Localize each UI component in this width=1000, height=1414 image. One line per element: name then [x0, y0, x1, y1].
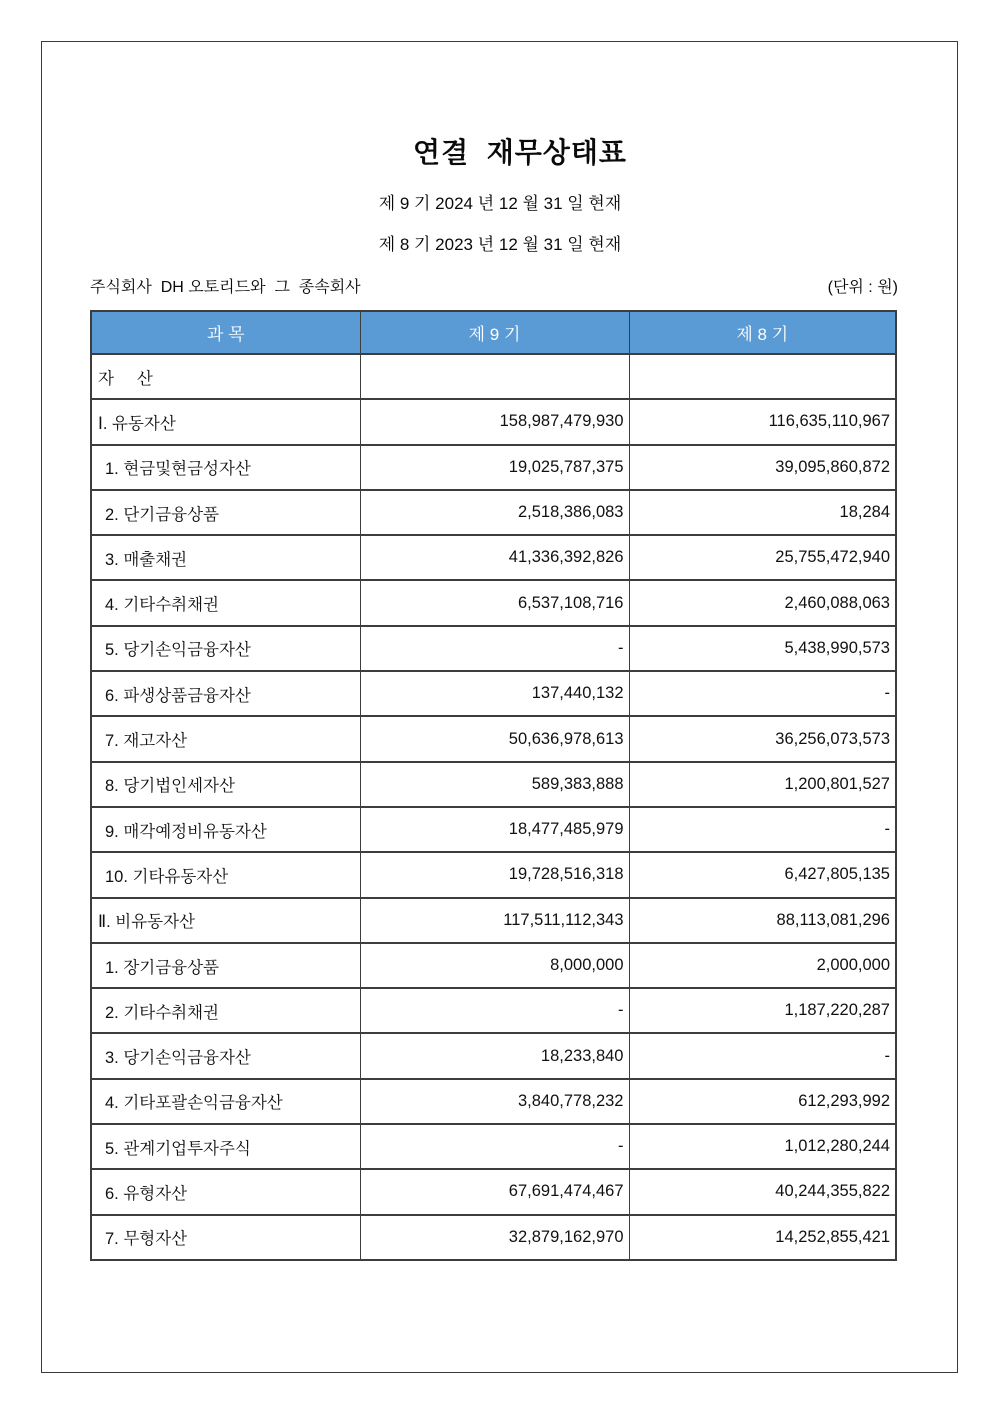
table-row	[91, 943, 896, 988]
period8-value: 39,095,860,872	[629, 445, 896, 490]
period8-value: 1,012,280,244	[629, 1124, 896, 1169]
account-label: 4. 기타수취채권	[91, 580, 360, 625]
column-header-period8: 제 8 기	[629, 311, 896, 354]
period8-value: 25,755,472,940	[629, 535, 896, 580]
period9-value: 6,537,108,716	[360, 580, 629, 625]
period9-value: 8,000,000	[360, 943, 629, 988]
account-label: 1. 장기금융상품	[91, 943, 360, 988]
account-label: 9. 매각예정비유동자산	[91, 807, 360, 852]
period8-value: -	[629, 807, 896, 852]
table-header-row	[91, 311, 896, 354]
financial-table-body	[91, 354, 896, 1260]
account-label: 6. 유형자산	[91, 1169, 360, 1214]
account-label: 자 산	[91, 354, 360, 399]
table-row	[91, 445, 896, 490]
period8-value: 18,284	[629, 490, 896, 535]
financial-position-table	[90, 310, 897, 1261]
account-label: 7. 재고자산	[91, 716, 360, 761]
period8-value: 40,244,355,822	[629, 1169, 896, 1214]
account-label: 5. 당기손익금융자산	[91, 626, 360, 671]
account-label: Ⅰ. 유동자산	[91, 399, 360, 444]
period9-value: 67,691,474,467	[360, 1169, 629, 1214]
period9-value: 3,840,778,232	[360, 1079, 629, 1124]
period9-value: 137,440,132	[360, 671, 629, 716]
account-label: 5. 관계기업투자주식	[91, 1124, 360, 1169]
period9-value: 32,879,162,970	[360, 1215, 629, 1260]
account-label: 1. 현금및현금성자산	[91, 445, 360, 490]
document-title: 연결 재무상태표	[413, 137, 627, 168]
account-label: 2. 기타수취채권	[91, 988, 360, 1033]
account-label: 4. 기타포괄손익금융자산	[91, 1079, 360, 1124]
table-row	[91, 626, 896, 671]
period9-value: -	[360, 988, 629, 1033]
period8-value: 14,252,855,421	[629, 1215, 896, 1260]
meta-row	[90, 274, 898, 297]
period9-value: -	[360, 626, 629, 671]
period9-value: 117,511,112,343	[360, 898, 629, 943]
table-row	[91, 898, 896, 943]
table-row	[91, 490, 896, 535]
period-9-subtitle: 제 9 기 2024 년 12 월 31 일 현재	[378, 194, 622, 213]
table-row	[91, 852, 896, 897]
account-label: 7. 무형자산	[91, 1215, 360, 1260]
company-name: 주식회사 DH 오토리드와 그 종속회사	[90, 279, 361, 296]
column-header-account: 과 목	[91, 311, 360, 354]
period8-value: 6,427,805,135	[629, 852, 896, 897]
period9-value: 41,336,392,826	[360, 535, 629, 580]
column-header-period9: 제 9 기	[360, 311, 629, 354]
period8-value: 5,438,990,573	[629, 626, 896, 671]
period9-value: 2,518,386,083	[360, 490, 629, 535]
account-label: 6. 파생상품금융자산	[91, 671, 360, 716]
unit-label: (단위 : 원)	[827, 279, 898, 296]
table-row	[91, 1124, 896, 1169]
period8-value: -	[629, 671, 896, 716]
table-row	[91, 535, 896, 580]
table-row	[91, 399, 896, 444]
table-row	[91, 671, 896, 716]
table-row	[91, 354, 896, 399]
period8-value: 1,200,801,527	[629, 762, 896, 807]
period9-value: 18,233,840	[360, 1033, 629, 1078]
account-label: Ⅱ. 비유동자산	[91, 898, 360, 943]
period9-value	[360, 354, 629, 399]
period8-value: 36,256,073,573	[629, 716, 896, 761]
account-label: 2. 단기금융상품	[91, 490, 360, 535]
period8-value: 88,113,081,296	[629, 898, 896, 943]
table-row	[91, 580, 896, 625]
period9-value: 19,025,787,375	[360, 445, 629, 490]
period9-value: 50,636,978,613	[360, 716, 629, 761]
table-row	[91, 988, 896, 1033]
table-row	[91, 716, 896, 761]
period8-value: 2,000,000	[629, 943, 896, 988]
account-label: 8. 당기법인세자산	[91, 762, 360, 807]
period8-value: 116,635,110,967	[629, 399, 896, 444]
period-8-subtitle: 제 8 기 2023 년 12 월 31 일 현재	[378, 235, 622, 254]
period8-value: 612,293,992	[629, 1079, 896, 1124]
account-label: 10. 기타유동자산	[91, 852, 360, 897]
period8-value: 1,187,220,287	[629, 988, 896, 1033]
period9-value: 589,383,888	[360, 762, 629, 807]
period9-value: -	[360, 1124, 629, 1169]
period8-value: 2,460,088,063	[629, 580, 896, 625]
table-row	[91, 1033, 896, 1078]
period8-value: -	[629, 1033, 896, 1078]
account-label: 3. 당기손익금융자산	[91, 1033, 360, 1078]
period9-value: 18,477,485,979	[360, 807, 629, 852]
table-row	[91, 1169, 896, 1214]
period8-value	[629, 354, 896, 399]
table-row	[91, 762, 896, 807]
period9-value: 158,987,479,930	[360, 399, 629, 444]
table-row	[91, 1215, 896, 1260]
period9-value: 19,728,516,318	[360, 852, 629, 897]
account-label: 3. 매출채권	[91, 535, 360, 580]
table-row	[91, 807, 896, 852]
table-row	[91, 1079, 896, 1124]
